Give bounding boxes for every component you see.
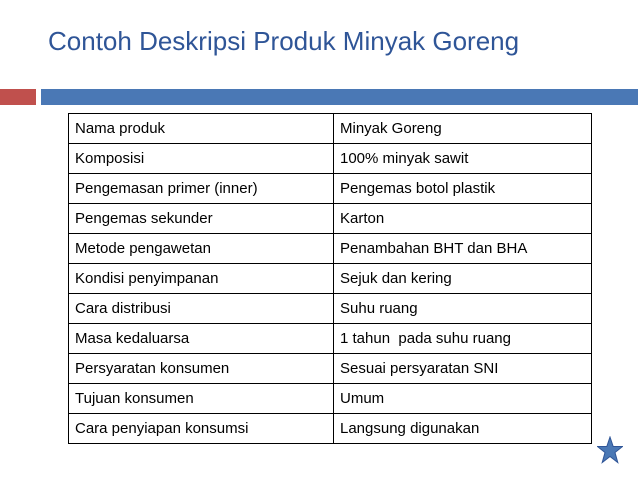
table-row	[69, 114, 592, 144]
attribute-cell: Cara penyiapan konsumsi	[69, 414, 334, 444]
table-row	[69, 144, 592, 174]
value-cell: Suhu ruang	[334, 294, 592, 324]
value-cell: Penambahan BHT dan BHA	[334, 234, 592, 264]
table-row	[69, 384, 592, 414]
attribute-cell: Pengemas sekunder	[69, 204, 334, 234]
attribute-cell: Pengemasan primer (inner)	[69, 174, 334, 204]
table-row	[69, 354, 592, 384]
product-description-table	[68, 113, 592, 444]
accent-bar-red	[0, 89, 36, 105]
table-row	[69, 264, 592, 294]
attribute-cell: Persyaratan konsumen	[69, 354, 334, 384]
attribute-cell: Tujuan konsumen	[69, 384, 334, 414]
value-cell: 100% minyak sawit	[334, 144, 592, 174]
value-cell: Minyak Goreng	[334, 114, 592, 144]
value-cell: Langsung digunakan	[334, 414, 592, 444]
value-cell: 1 tahun pada suhu ruang	[334, 324, 592, 354]
table-row	[69, 294, 592, 324]
value-cell: Sesuai persyaratan SNI	[334, 354, 592, 384]
value-cell: Karton	[334, 204, 592, 234]
table-row	[69, 414, 592, 444]
slide-title: Contoh Deskripsi Produk Minyak Goreng	[48, 26, 520, 56]
value-cell: Sejuk dan kering	[334, 264, 592, 294]
attribute-cell: Metode pengawetan	[69, 234, 334, 264]
accent-bar-blue	[41, 89, 638, 105]
table-row	[69, 324, 592, 354]
attribute-cell: Masa kedaluarsa	[69, 324, 334, 354]
attribute-cell: Kondisi penyimpanan	[69, 264, 334, 294]
value-cell: Pengemas botol plastik	[334, 174, 592, 204]
table-row	[69, 204, 592, 234]
attribute-cell: Nama produk	[69, 114, 334, 144]
table-row	[69, 174, 592, 204]
table-row	[69, 234, 592, 264]
value-cell: Umum	[334, 384, 592, 414]
attribute-cell: Cara distribusi	[69, 294, 334, 324]
attribute-cell: Komposisi	[69, 144, 334, 174]
star-icon[interactable]	[597, 436, 623, 464]
